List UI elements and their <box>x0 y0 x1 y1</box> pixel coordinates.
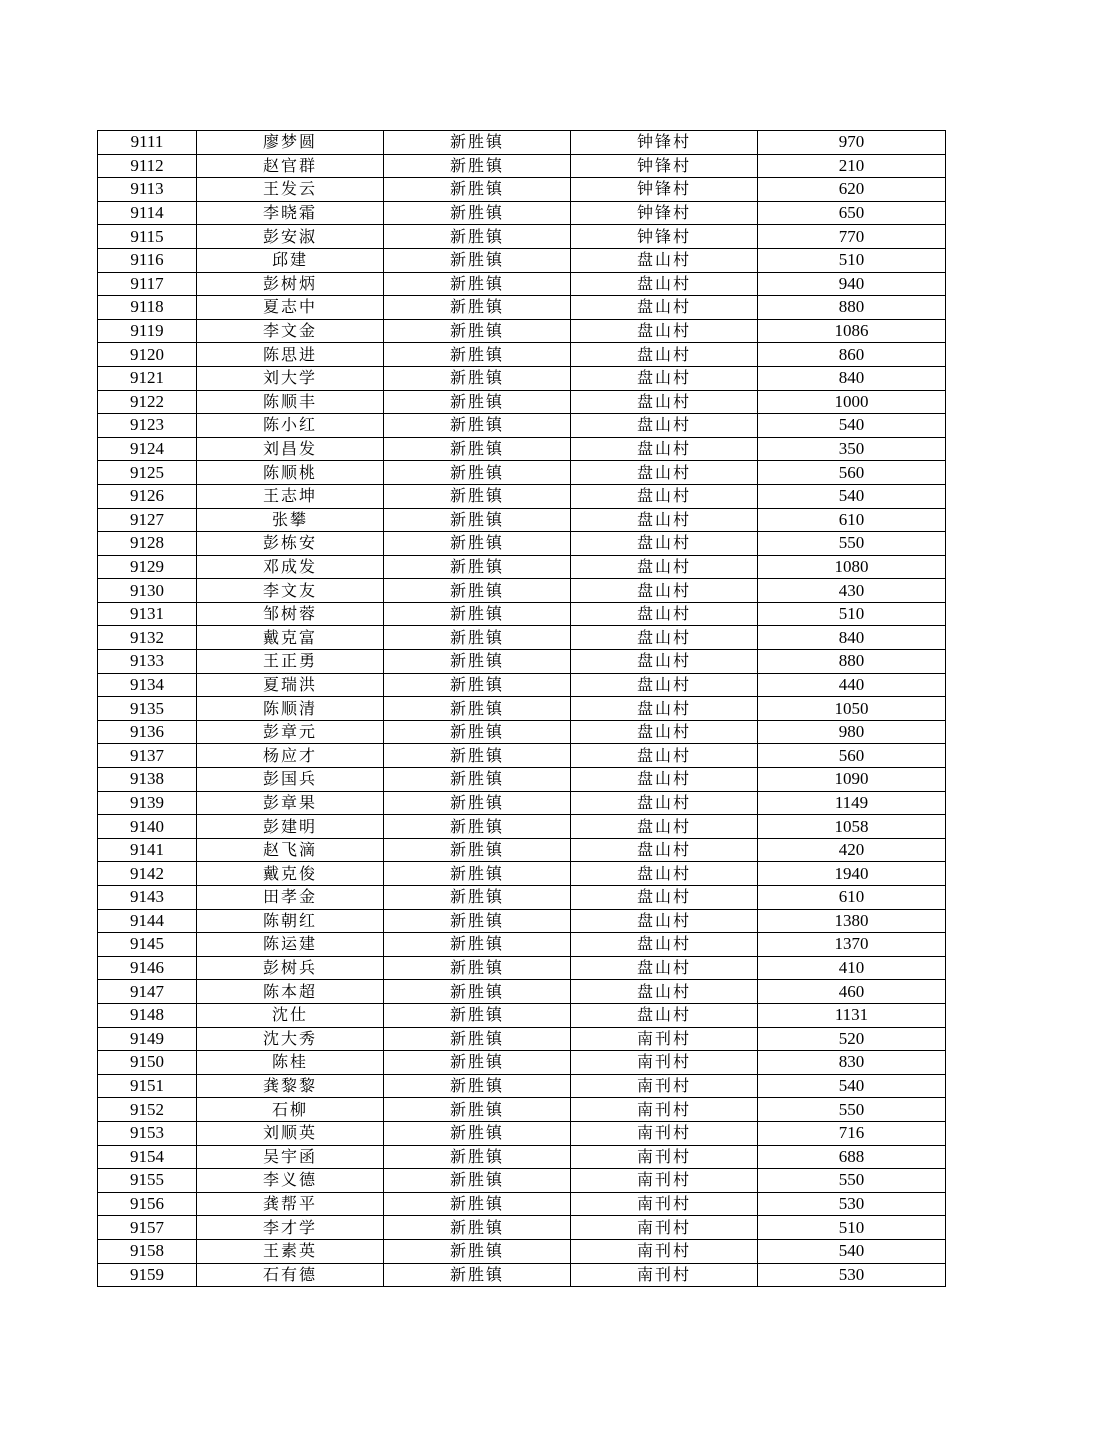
cell-name: 沈大秀 <box>197 1027 384 1051</box>
table-row <box>98 956 946 980</box>
table-row <box>98 602 946 626</box>
cell-village: 盘山村 <box>571 956 758 980</box>
cell-id: 9140 <box>98 815 197 839</box>
cell-amount: 1000 <box>758 390 946 414</box>
table-row <box>98 555 946 579</box>
cell-town: 新胜镇 <box>384 579 571 603</box>
cell-amount: 1370 <box>758 933 946 957</box>
cell-id: 9114 <box>98 201 197 225</box>
cell-id: 9142 <box>98 862 197 886</box>
cell-amount: 510 <box>758 1216 946 1240</box>
table-row <box>98 484 946 508</box>
table-row <box>98 673 946 697</box>
cell-town: 新胜镇 <box>384 673 571 697</box>
cell-id: 9153 <box>98 1121 197 1145</box>
table-row <box>98 201 946 225</box>
cell-name: 彭建明 <box>197 815 384 839</box>
cell-town: 新胜镇 <box>384 720 571 744</box>
cell-amount: 410 <box>758 956 946 980</box>
cell-id: 9150 <box>98 1051 197 1075</box>
cell-amount: 540 <box>758 414 946 438</box>
cell-name: 赵飞滴 <box>197 838 384 862</box>
cell-name: 田孝金 <box>197 886 384 910</box>
cell-amount: 440 <box>758 673 946 697</box>
cell-amount: 770 <box>758 225 946 249</box>
data-table <box>97 130 946 1287</box>
cell-name: 彭树兵 <box>197 956 384 980</box>
cell-town: 新胜镇 <box>384 815 571 839</box>
cell-id: 9159 <box>98 1263 197 1287</box>
cell-village: 盘山村 <box>571 626 758 650</box>
cell-village: 钟锋村 <box>571 131 758 155</box>
cell-name: 龚黎黎 <box>197 1074 384 1098</box>
cell-name: 沈仕 <box>197 1003 384 1027</box>
table-row <box>98 838 946 862</box>
cell-id: 9156 <box>98 1192 197 1216</box>
table-row <box>98 508 946 532</box>
table-row <box>98 1003 946 1027</box>
cell-id: 9127 <box>98 508 197 532</box>
cell-id: 9155 <box>98 1169 197 1193</box>
table-row <box>98 909 946 933</box>
cell-name: 彭国兵 <box>197 768 384 792</box>
cell-town: 新胜镇 <box>384 201 571 225</box>
cell-name: 廖梦圆 <box>197 131 384 155</box>
cell-town: 新胜镇 <box>384 1192 571 1216</box>
cell-id: 9146 <box>98 956 197 980</box>
cell-name: 陈运建 <box>197 933 384 957</box>
cell-name: 王发云 <box>197 178 384 202</box>
cell-id: 9131 <box>98 602 197 626</box>
cell-town: 新胜镇 <box>384 980 571 1004</box>
cell-town: 新胜镇 <box>384 532 571 556</box>
cell-village: 盘山村 <box>571 508 758 532</box>
table-row <box>98 980 946 1004</box>
cell-id: 9157 <box>98 1216 197 1240</box>
cell-village: 盘山村 <box>571 791 758 815</box>
table-row <box>98 178 946 202</box>
table-row <box>98 1239 946 1263</box>
cell-id: 9116 <box>98 248 197 272</box>
cell-amount: 350 <box>758 437 946 461</box>
table-row <box>98 366 946 390</box>
cell-amount: 970 <box>758 131 946 155</box>
cell-name: 陈顺清 <box>197 697 384 721</box>
cell-village: 南刊村 <box>571 1216 758 1240</box>
cell-name: 张攀 <box>197 508 384 532</box>
cell-name: 戴克俊 <box>197 862 384 886</box>
cell-name: 夏志中 <box>197 296 384 320</box>
cell-town: 新胜镇 <box>384 1051 571 1075</box>
table-row <box>98 390 946 414</box>
cell-village: 盘山村 <box>571 933 758 957</box>
cell-name: 邓成发 <box>197 555 384 579</box>
cell-town: 新胜镇 <box>384 933 571 957</box>
cell-name: 陈朝红 <box>197 909 384 933</box>
cell-village: 盘山村 <box>571 602 758 626</box>
cell-id: 9118 <box>98 296 197 320</box>
cell-amount: 610 <box>758 508 946 532</box>
table-row <box>98 296 946 320</box>
cell-name: 彭栋安 <box>197 532 384 556</box>
cell-village: 盘山村 <box>571 343 758 367</box>
cell-town: 新胜镇 <box>384 555 571 579</box>
cell-id: 9136 <box>98 720 197 744</box>
cell-town: 新胜镇 <box>384 1027 571 1051</box>
cell-village: 盘山村 <box>571 744 758 768</box>
cell-village: 盘山村 <box>571 579 758 603</box>
cell-town: 新胜镇 <box>384 461 571 485</box>
table-row <box>98 1169 946 1193</box>
cell-village: 南刊村 <box>571 1074 758 1098</box>
table-row <box>98 1051 946 1075</box>
table-row <box>98 697 946 721</box>
table-row <box>98 532 946 556</box>
cell-amount: 1058 <box>758 815 946 839</box>
cell-amount: 550 <box>758 1098 946 1122</box>
table-row <box>98 744 946 768</box>
cell-town: 新胜镇 <box>384 744 571 768</box>
cell-town: 新胜镇 <box>384 248 571 272</box>
cell-town: 新胜镇 <box>384 838 571 862</box>
cell-village: 南刊村 <box>571 1263 758 1287</box>
cell-village: 盘山村 <box>571 366 758 390</box>
cell-village: 盘山村 <box>571 272 758 296</box>
cell-name: 邱建 <box>197 248 384 272</box>
table-row <box>98 1027 946 1051</box>
cell-amount: 510 <box>758 248 946 272</box>
cell-town: 新胜镇 <box>384 1074 571 1098</box>
cell-town: 新胜镇 <box>384 1216 571 1240</box>
table-row <box>98 791 946 815</box>
cell-id: 9111 <box>98 131 197 155</box>
cell-town: 新胜镇 <box>384 154 571 178</box>
cell-amount: 840 <box>758 366 946 390</box>
cell-town: 新胜镇 <box>384 484 571 508</box>
cell-village: 盘山村 <box>571 319 758 343</box>
cell-name: 李晓霜 <box>197 201 384 225</box>
table-body <box>98 131 946 1287</box>
cell-amount: 520 <box>758 1027 946 1051</box>
cell-name: 李义德 <box>197 1169 384 1193</box>
cell-town: 新胜镇 <box>384 768 571 792</box>
cell-amount: 620 <box>758 178 946 202</box>
cell-town: 新胜镇 <box>384 909 571 933</box>
cell-amount: 830 <box>758 1051 946 1075</box>
cell-id: 9123 <box>98 414 197 438</box>
cell-id: 9128 <box>98 532 197 556</box>
cell-town: 新胜镇 <box>384 437 571 461</box>
cell-id: 9130 <box>98 579 197 603</box>
cell-amount: 1149 <box>758 791 946 815</box>
cell-town: 新胜镇 <box>384 650 571 674</box>
cell-village: 钟锋村 <box>571 225 758 249</box>
table-row <box>98 461 946 485</box>
cell-amount: 560 <box>758 744 946 768</box>
cell-id: 9117 <box>98 272 197 296</box>
cell-town: 新胜镇 <box>384 862 571 886</box>
cell-id: 9112 <box>98 154 197 178</box>
cell-name: 陈桂 <box>197 1051 384 1075</box>
cell-village: 钟锋村 <box>571 154 758 178</box>
table-row <box>98 768 946 792</box>
cell-amount: 540 <box>758 1074 946 1098</box>
cell-name: 戴克富 <box>197 626 384 650</box>
cell-village: 盘山村 <box>571 555 758 579</box>
cell-village: 南刊村 <box>571 1239 758 1263</box>
cell-village: 南刊村 <box>571 1121 758 1145</box>
cell-amount: 1050 <box>758 697 946 721</box>
cell-town: 新胜镇 <box>384 956 571 980</box>
cell-town: 新胜镇 <box>384 791 571 815</box>
cell-amount: 1380 <box>758 909 946 933</box>
cell-name: 邹树蓉 <box>197 602 384 626</box>
cell-amount: 840 <box>758 626 946 650</box>
cell-village: 南刊村 <box>571 1098 758 1122</box>
cell-amount: 540 <box>758 1239 946 1263</box>
cell-name: 王志坤 <box>197 484 384 508</box>
cell-town: 新胜镇 <box>384 390 571 414</box>
cell-id: 9139 <box>98 791 197 815</box>
table-row <box>98 1263 946 1287</box>
cell-name: 陈思进 <box>197 343 384 367</box>
cell-id: 9152 <box>98 1098 197 1122</box>
cell-amount: 1940 <box>758 862 946 886</box>
cell-name: 龚帮平 <box>197 1192 384 1216</box>
cell-name: 杨应才 <box>197 744 384 768</box>
cell-village: 盘山村 <box>571 532 758 556</box>
cell-amount: 560 <box>758 461 946 485</box>
cell-town: 新胜镇 <box>384 1239 571 1263</box>
cell-amount: 530 <box>758 1263 946 1287</box>
table-row <box>98 1121 946 1145</box>
cell-name: 王素英 <box>197 1239 384 1263</box>
cell-name: 李文金 <box>197 319 384 343</box>
cell-id: 9135 <box>98 697 197 721</box>
cell-amount: 550 <box>758 1169 946 1193</box>
cell-amount: 610 <box>758 886 946 910</box>
cell-amount: 510 <box>758 602 946 626</box>
cell-amount: 540 <box>758 484 946 508</box>
table-row <box>98 343 946 367</box>
cell-id: 9144 <box>98 909 197 933</box>
cell-village: 钟锋村 <box>571 201 758 225</box>
cell-id: 9119 <box>98 319 197 343</box>
cell-village: 盘山村 <box>571 768 758 792</box>
cell-id: 9154 <box>98 1145 197 1169</box>
cell-id: 9122 <box>98 390 197 414</box>
cell-village: 盘山村 <box>571 980 758 1004</box>
cell-village: 钟锋村 <box>571 178 758 202</box>
cell-town: 新胜镇 <box>384 602 571 626</box>
cell-village: 南刊村 <box>571 1051 758 1075</box>
table-row <box>98 437 946 461</box>
cell-town: 新胜镇 <box>384 1121 571 1145</box>
cell-amount: 650 <box>758 201 946 225</box>
cell-name: 彭树炳 <box>197 272 384 296</box>
table-row <box>98 154 946 178</box>
cell-id: 9141 <box>98 838 197 862</box>
cell-amount: 1086 <box>758 319 946 343</box>
cell-id: 9143 <box>98 886 197 910</box>
cell-amount: 860 <box>758 343 946 367</box>
cell-town: 新胜镇 <box>384 508 571 532</box>
cell-amount: 1090 <box>758 768 946 792</box>
cell-village: 盘山村 <box>571 414 758 438</box>
table-row <box>98 319 946 343</box>
cell-name: 彭章元 <box>197 720 384 744</box>
cell-town: 新胜镇 <box>384 1169 571 1193</box>
cell-village: 南刊村 <box>571 1027 758 1051</box>
cell-town: 新胜镇 <box>384 225 571 249</box>
cell-id: 9158 <box>98 1239 197 1263</box>
cell-name: 陈本超 <box>197 980 384 1004</box>
table-row <box>98 272 946 296</box>
table-row <box>98 225 946 249</box>
table-row <box>98 720 946 744</box>
cell-amount: 430 <box>758 579 946 603</box>
cell-id: 9126 <box>98 484 197 508</box>
cell-town: 新胜镇 <box>384 1263 571 1287</box>
cell-name: 吴宇函 <box>197 1145 384 1169</box>
cell-id: 9138 <box>98 768 197 792</box>
cell-amount: 460 <box>758 980 946 1004</box>
cell-name: 夏瑞洪 <box>197 673 384 697</box>
cell-amount: 688 <box>758 1145 946 1169</box>
cell-village: 南刊村 <box>571 1169 758 1193</box>
cell-id: 9145 <box>98 933 197 957</box>
cell-id: 9148 <box>98 1003 197 1027</box>
cell-town: 新胜镇 <box>384 296 571 320</box>
cell-village: 盘山村 <box>571 437 758 461</box>
cell-amount: 880 <box>758 650 946 674</box>
cell-town: 新胜镇 <box>384 1145 571 1169</box>
cell-id: 9121 <box>98 366 197 390</box>
cell-village: 盘山村 <box>571 838 758 862</box>
cell-id: 9137 <box>98 744 197 768</box>
cell-id: 9115 <box>98 225 197 249</box>
cell-name: 陈小红 <box>197 414 384 438</box>
cell-village: 南刊村 <box>571 1145 758 1169</box>
cell-town: 新胜镇 <box>384 343 571 367</box>
cell-amount: 420 <box>758 838 946 862</box>
cell-village: 盘山村 <box>571 720 758 744</box>
cell-amount: 530 <box>758 1192 946 1216</box>
cell-village: 盘山村 <box>571 461 758 485</box>
cell-name: 彭安淑 <box>197 225 384 249</box>
cell-town: 新胜镇 <box>384 366 571 390</box>
cell-village: 盘山村 <box>571 390 758 414</box>
cell-village: 盘山村 <box>571 862 758 886</box>
table-row <box>98 1216 946 1240</box>
cell-village: 盘山村 <box>571 697 758 721</box>
table-row <box>98 886 946 910</box>
cell-name: 王正勇 <box>197 650 384 674</box>
table-row <box>98 933 946 957</box>
cell-town: 新胜镇 <box>384 1098 571 1122</box>
table-row <box>98 579 946 603</box>
cell-name: 李文友 <box>197 579 384 603</box>
table-row <box>98 248 946 272</box>
cell-name: 刘昌发 <box>197 437 384 461</box>
cell-amount: 1131 <box>758 1003 946 1027</box>
cell-name: 陈顺丰 <box>197 390 384 414</box>
table-row <box>98 1074 946 1098</box>
cell-id: 9125 <box>98 461 197 485</box>
cell-id: 9120 <box>98 343 197 367</box>
table-row <box>98 414 946 438</box>
table-row <box>98 862 946 886</box>
cell-name: 陈顺桃 <box>197 461 384 485</box>
cell-name: 石柳 <box>197 1098 384 1122</box>
table-row <box>98 650 946 674</box>
cell-id: 9151 <box>98 1074 197 1098</box>
cell-id: 9147 <box>98 980 197 1004</box>
cell-name: 石有德 <box>197 1263 384 1287</box>
cell-village: 盘山村 <box>571 650 758 674</box>
cell-town: 新胜镇 <box>384 697 571 721</box>
cell-id: 9149 <box>98 1027 197 1051</box>
cell-amount: 550 <box>758 532 946 556</box>
cell-amount: 210 <box>758 154 946 178</box>
table-row <box>98 815 946 839</box>
cell-village: 盘山村 <box>571 484 758 508</box>
cell-village: 南刊村 <box>571 1192 758 1216</box>
cell-village: 盘山村 <box>571 886 758 910</box>
cell-village: 盘山村 <box>571 248 758 272</box>
table-row <box>98 1192 946 1216</box>
cell-id: 9133 <box>98 650 197 674</box>
table-row <box>98 131 946 155</box>
cell-id: 9124 <box>98 437 197 461</box>
cell-id: 9129 <box>98 555 197 579</box>
cell-id: 9132 <box>98 626 197 650</box>
cell-name: 李才学 <box>197 1216 384 1240</box>
cell-id: 9113 <box>98 178 197 202</box>
cell-village: 盘山村 <box>571 909 758 933</box>
cell-amount: 716 <box>758 1121 946 1145</box>
cell-town: 新胜镇 <box>384 1003 571 1027</box>
cell-village: 盘山村 <box>571 1003 758 1027</box>
cell-town: 新胜镇 <box>384 414 571 438</box>
cell-town: 新胜镇 <box>384 178 571 202</box>
cell-town: 新胜镇 <box>384 319 571 343</box>
cell-town: 新胜镇 <box>384 272 571 296</box>
cell-town: 新胜镇 <box>384 131 571 155</box>
cell-amount: 940 <box>758 272 946 296</box>
cell-id: 9134 <box>98 673 197 697</box>
cell-village: 盘山村 <box>571 296 758 320</box>
cell-amount: 880 <box>758 296 946 320</box>
table-row <box>98 1145 946 1169</box>
cell-name: 彭章果 <box>197 791 384 815</box>
cell-name: 刘大学 <box>197 366 384 390</box>
cell-village: 盘山村 <box>571 815 758 839</box>
table-row <box>98 626 946 650</box>
cell-amount: 1080 <box>758 555 946 579</box>
cell-name: 赵官群 <box>197 154 384 178</box>
table-row <box>98 1098 946 1122</box>
cell-name: 刘顺英 <box>197 1121 384 1145</box>
cell-amount: 980 <box>758 720 946 744</box>
cell-village: 盘山村 <box>571 673 758 697</box>
cell-town: 新胜镇 <box>384 886 571 910</box>
cell-town: 新胜镇 <box>384 626 571 650</box>
